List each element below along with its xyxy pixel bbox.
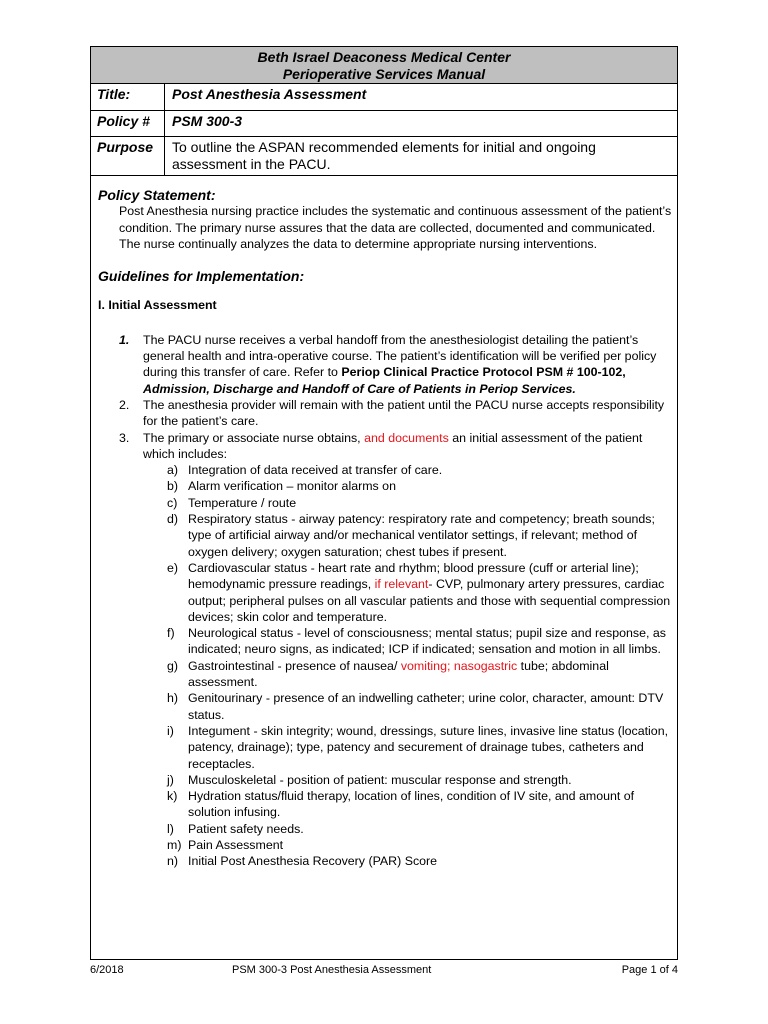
item-text: Alarm verification – monitor alarms on [188,479,396,494]
item-text: Hydration status/fluid therapy, location of lines, condition of IV site, and amount of solution infusing. [188,789,635,820]
item-number: 3. [119,430,130,445]
item-letter: h) [167,691,179,706]
item-letter: e) [167,560,179,575]
footer-date: 6/2018 [90,964,124,976]
item-number: 2. [119,397,130,412]
policy-value: PSM 300-3 [172,113,243,129]
row-divider [91,136,677,137]
item-number: 1. [119,332,130,347]
label-column-divider [164,84,165,175]
item-letter: b) [167,479,179,494]
item-text: - CVP, pulmonary artery pressures, cardiac output; peripheral pulses on all vascular patients and those with sequential compression devices; skin color and temperature. [188,577,671,624]
list-item [98,430,672,870]
assessment-sublist [143,462,672,869]
guidelines-heading: Guidelines for Implementation: [98,268,305,285]
policy-statement-heading: Policy Statement: [98,187,216,203]
item-text: Cardiovascular status - heart rate and rhythm; blood pressure (cuff or arterial line); hemodynamic pressure readings, [188,560,639,592]
item-letter: k) [167,789,178,804]
sublist-item [143,690,672,723]
list-item [98,332,672,397]
document-header [91,47,677,84]
item-letter: i) [167,723,174,738]
list-item [98,397,672,430]
item-letter: d) [167,512,179,527]
row-divider [91,175,677,176]
item-letter: g) [167,658,179,673]
manual-name: Perioperative Services Manual [282,66,486,82]
item-text: Pain Assessment [188,837,284,852]
document-frame [90,46,678,960]
item-text: Initial Post Anesthesia Recovery (PAR) Score [188,854,438,869]
revision-text: if relevant [374,577,429,592]
item-letter: l) [167,821,174,836]
footer-page-number: Page 1 of 4 [621,964,678,976]
sublist-item [143,560,672,625]
sublist-item [143,658,672,691]
item-text: Temperature / route [188,495,297,510]
sublist-item [143,723,672,772]
title-value: Post Anesthesia Assessment [172,86,367,102]
item-letter: j) [167,772,174,787]
item-letter: f) [167,626,175,641]
sublist-item [143,495,672,511]
item-text: The primary or associate nurse obtains, [143,430,365,445]
sublist-item [143,837,672,853]
item-text: an initial assessment of the patient which includes: [143,430,643,461]
purpose-label: Purpose [97,139,154,155]
item-text: tube; abdominal assessment. [188,658,609,690]
sublist-item [143,853,672,869]
row-divider [91,110,677,111]
sublist-item [143,511,672,560]
item-text: Patient safety needs. [188,821,304,836]
sublist-item [143,788,672,821]
item-text: Respiratory status - airway patency: respiratory rate and competency; breath sounds; type of artificial airway and/or mechanical ventilator settings, if relevant; method of oxygen delivery; oxygen saturation; chest tubes if present. [188,512,655,559]
sublist-item [143,462,672,478]
initial-assessment-heading: I. Initial Assessment [98,298,217,313]
guidelines-list [98,332,672,870]
item-text: Integration of data received at transfer of care. [188,463,443,478]
sublist-item [143,478,672,494]
item-text: Gastrointestinal - presence of nausea/ [188,658,401,673]
organization-name: Beth Israel Deaconess Medical Center [257,49,511,65]
document-body [98,187,672,870]
item-letter: n) [167,854,179,869]
policy-label: Policy # [97,113,150,129]
item-text: The anesthesia provider will remain with the patient until the PACU nurse accepts responsibility for the patient’s care. [143,397,665,429]
item-letter: a) [167,463,179,478]
item-text: Integument - skin integrity; wound, dressings, suture lines, invasive line status (location, patency, drainage); type, patency and securement of drainage tubes, catheters and receptacles. [188,723,669,771]
sublist-item [143,625,672,658]
title-label: Title: [97,86,131,102]
policy-reference: Periop Clinical Practice Protocol PSM # 100-102, [341,365,626,380]
sublist-item [143,821,672,837]
item-text: Genitourinary - presence of an indwelling catheter; urine color, character, amount: DTV status. [188,691,664,722]
item-letter: c) [167,495,178,510]
item-text: Neurological status - level of consciousness; mental status; pupil size and response, as indicated; neuro signs, as indicated; ICP if indicated; sensation and motion in all limbs. [188,626,666,657]
revision-text: and documents [364,430,449,445]
item-text: Musculoskeletal - position of patient: muscular response and strength. [188,772,572,787]
footer-document-title: PSM 300-3 Post Anesthesia Assessment [232,964,432,976]
sublist-item [143,772,672,788]
item-letter: m) [167,837,182,852]
item-text: The PACU nurse receives a verbal handoff from the anesthesiologist detailing the patient’s general health and intra-operative course. The patient’s identification will be verified per policy during this transfer of care. Refer to [143,332,657,380]
policy-statement-text: Post Anesthesia nursing practice includes the systematic and continuous assessment of the patient’s condition. The primary nurse assures that the data are collected, documented and communicated. The nurse continually analyzes the data to determine appropriate nursing interventions. [119,204,672,251]
policy-reference-title: Admission, Discharge and Handoff of Care of Patients in Periop Services. [143,381,576,396]
revision-text: vomiting; nasogastric [400,658,518,673]
purpose-value: To outline the ASPAN recommended elements for initial and ongoing assessment in the PACU. [172,139,596,172]
